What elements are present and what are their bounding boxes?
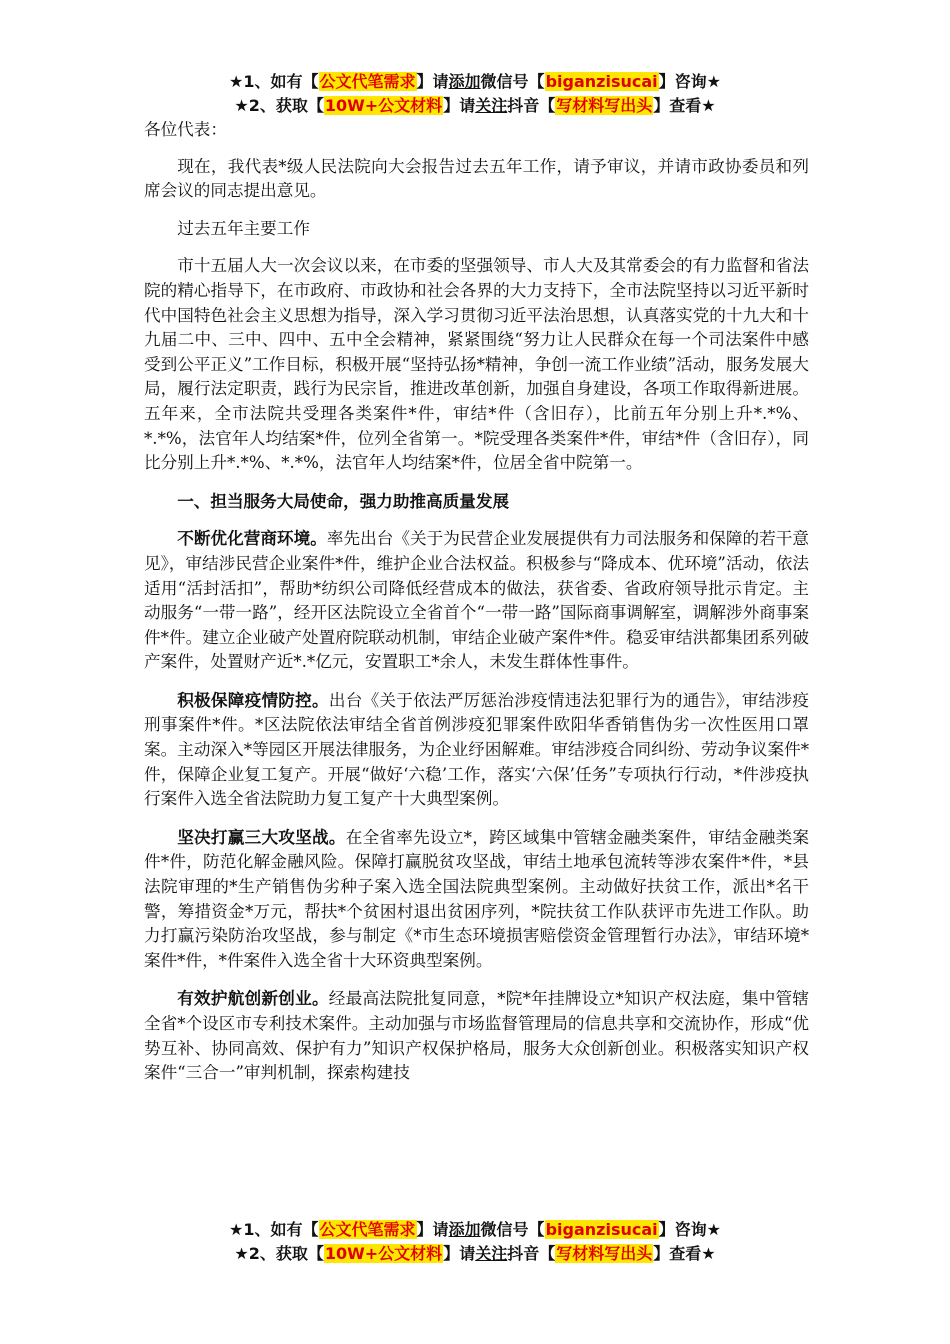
promo-text: 】请 <box>416 72 449 91</box>
promo-text: 微信号【 <box>480 1220 545 1239</box>
promo-text: ★1、如有【 <box>229 72 319 91</box>
promo-banner-bottom <box>0 1218 950 1266</box>
paragraph-text: 在全省率先设立*，跨区域集中管辖金融类案件，审结金融类案件*件，防范化解金融风险。保障打赢脱贫攻坚战，审结土地承包流转等涉农案件*件，*县法院审理的*生产销售伪劣种子案入选全国法院典型案例。主动做好扶贫工作，派出*名干警，筹措资金*万元，帮扶*个贫困村退出贫困序列，*院扶贫工作队获评市先进工作队。助力打赢污染防治攻坚战，参与制定《*市生态环境损害赔偿资金管理暂行办法》，审结环境*案件*件，*件案件入选全省十大环资典型案例。 <box>144 827 810 970</box>
promo-highlight: 写材料写出头 <box>556 96 653 115</box>
promo-highlight: 10W+公文材料 <box>324 1244 443 1263</box>
paragraph-lead: 坚决打赢三大攻坚战。 <box>177 826 346 847</box>
promo-highlight: 10W+公文材料 <box>324 96 443 115</box>
promo-underline: 关注 <box>475 1244 508 1263</box>
paragraph-text: 率先出台《关于为民营企业发展提供有力司法服务和保障的若干意见》，审结涉民营企业案件*件，维护企业合法权益。积极参与“降成本、优环境”活动，依法适用“活封活扣”，帮助*纺织公司降低经营成本的做法，获省委、省政府领导批示肯定。主动服务“一带一路”，经开区法院设立全省首个“一带一路”国际商事调解室，调解涉外商事案件*件。建立企业破产处置府院联动机制，审结企业破产案件*件。稳妥审结洪都集团系列破产案件，处置财产近*.*亿元，安置职工*余人，未发生群体性事件。 <box>144 529 810 672</box>
promo-text: 】咨询★ <box>658 1220 721 1239</box>
paragraph-lead: 不断优化营商环境。 <box>177 528 327 549</box>
paragraph-text: 经最高法院批复同意，*院*年挂牌设立*知识产权法庭，集中管辖全省*个设区市专利技术案件。主动加强与市场监督管理局的信息共享和交流协作，形成“优势互补、协同高效、保护有力”知识产权保护格局，服务大众创新创业。积极落实知识产权案件“三合一”审判机制，探索构建技 <box>144 989 810 1083</box>
promo-underline: 关注 <box>475 96 508 115</box>
promo-underline: 添加 <box>448 1220 481 1239</box>
promo-underline: 添加 <box>448 72 481 91</box>
promo-text: 】请 <box>416 1220 449 1239</box>
promo-banner-top <box>0 70 950 118</box>
promo-highlight: biganzisucai <box>545 72 658 91</box>
promo-highlight: 写材料写出头 <box>556 1244 653 1263</box>
salutation: 各位代表： <box>144 120 227 139</box>
section-1-title: 一、担当服务大局使命，强力助推高质量发展 <box>177 490 510 511</box>
promo-highlight: biganzisucai <box>545 1220 658 1239</box>
paragraph-three-battles <box>144 825 809 974</box>
paragraph-epidemic <box>144 688 809 812</box>
section-heading: 过去五年主要工作 <box>177 218 310 238</box>
promo-text: 微信号【 <box>480 72 545 91</box>
intro-paragraph: 现在，我代表*级人民法院向大会报告过去五年工作，请予审议，并请市政协委员和列席会议的同志提出意见。 <box>144 156 809 201</box>
promo-text: 抖音【 <box>507 1244 556 1263</box>
promo-highlight: 公文代笔需求 <box>319 1220 416 1239</box>
promo-text: 抖音【 <box>507 96 556 115</box>
document-body <box>144 118 809 1099</box>
promo-line-2 <box>0 94 950 118</box>
paragraph-lead: 积极保障疫情防控。 <box>177 689 329 710</box>
paragraph-lead: 有效护航创新创业。 <box>177 988 329 1009</box>
promo-text: 】查看★ <box>653 96 716 115</box>
promo-line-1 <box>0 1218 950 1242</box>
promo-text: ★2、获取【 <box>234 96 324 115</box>
paragraph-innovation <box>144 986 809 1085</box>
promo-line-1 <box>0 70 950 94</box>
promo-line-2 <box>0 1242 950 1266</box>
promo-text: 】请 <box>443 96 476 115</box>
paragraph-business-environment <box>144 526 809 675</box>
promo-text: ★1、如有【 <box>229 1220 319 1239</box>
overview-paragraph: 市十五届人大一次会议以来，在市委的坚强领导、市人大及其常委会的有力监督和省法院的精心指导下，在市政府、市政协和社会各界的大力支持下，全市法院坚持以习近平新时代中国特色社会主义思想为指导，深入学习贯彻习近平法治思想，认真落实党的十九大和十九届二中、三中、四中、五中全会精神，紧紧围绕“努力让人民群众在每一个司法案件中感受到公平正义”工作目标，积极开展“坚持弘扬*精神，争创一流工作业绩”活动，服务发展大局，履行法定职责，践行为民宗旨，推进改革创新，加强自身建设，各项工作取得新进展。五年来，全市法院共受理各类案件*件，审结*件（含旧存），比前五年分别上升*.*%、*.*%，法官年人均结案*件，位列全省第一。*院受理各类案件*件，审结*件（含旧存），同比分别上升*.*%、*.*%，法官年人均结案*件，位居全省中院第一。 <box>144 256 809 473</box>
promo-text: 】请 <box>443 1244 476 1263</box>
promo-text: 】咨询★ <box>658 72 721 91</box>
paragraph-text: 出台《关于依法严厉惩治涉疫情违法犯罪行为的通告》，审结涉疫刑事案件*件。*区法院依法审结全省首例涉疫犯罪案件欧阳华香销售伪劣一次性医用口罩案。主动深入*等园区开展法律服务，为企业纾困解难。审结涉疫合同纠纷、劳动争议案件*件，保障企业复工复产。开展“做好‘六稳’工作，落实‘六保’任务”专项执行行动，*件涉疫执行案件入选全省法院助力复工复产十大典型案例。 <box>144 690 810 809</box>
promo-highlight: 公文代笔需求 <box>319 72 416 91</box>
promo-text: ★2、获取【 <box>234 1244 324 1263</box>
promo-text: 】查看★ <box>653 1244 716 1263</box>
